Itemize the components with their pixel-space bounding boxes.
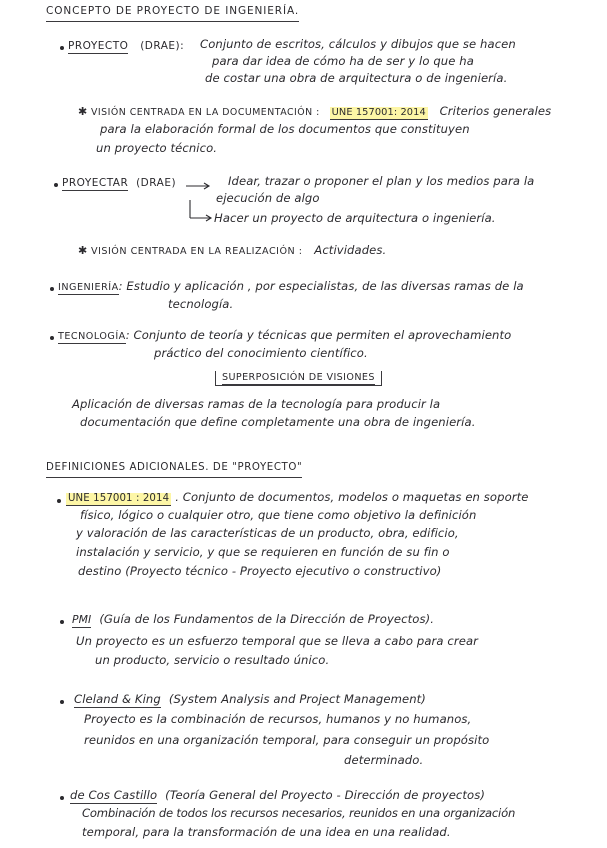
decos-line-3: temporal, para la transformación de una idea en una realidad. — [82, 825, 451, 839]
vision-doc-text-3: un proyecto técnico. — [96, 141, 218, 155]
proyectar-term: PROYECTAR — [62, 177, 129, 189]
asterisk-icon: ✱ — [78, 244, 88, 257]
vision-doc-label: VISIÓN CENTRADA EN LA DOCUMENTACIÓN : — [91, 107, 320, 118]
bullet-dot — [60, 700, 64, 704]
bullet-dot — [60, 46, 64, 50]
superposicion-text-1: Aplicación de diversas ramas de la tecnología para producir la — [72, 397, 441, 411]
une-heading — [66, 490, 529, 506]
pmi-line-3: un producto, servicio o resultado único. — [95, 653, 330, 667]
decos-heading — [70, 788, 485, 802]
ingenieria-term: INGENIERÍA — [58, 282, 119, 293]
une-line-3: y valoración de las características de un producto, obra, edificio, — [76, 526, 459, 540]
decos-term: de Cos Castillo — [70, 788, 158, 802]
cleland-line-2: Proyecto es la combinación de recursos, humanos y no humanos, — [84, 712, 472, 726]
vision-real-label: VISIÓN CENTRADA EN LA REALIZACIÓN : — [91, 246, 303, 257]
superposicion-text-2: documentación que define completamente una obra de ingeniería. — [80, 415, 476, 429]
definiciones-title: DEFINICIONES ADICIONALES. DE "PROYECTO" — [46, 461, 302, 478]
proyecto-definition-1: Conjunto de escritos, cálculos y dibujos que se hacen — [200, 37, 516, 51]
bullet-dot — [60, 796, 64, 800]
vision-doc-text-1: Criterios generales — [439, 104, 552, 118]
bullet-dot — [50, 287, 54, 291]
vision-real-text: Actividades. — [314, 243, 387, 257]
bullet-dot — [60, 620, 64, 624]
bullet-dot — [50, 336, 54, 340]
proyecto-source: (DRAE): — [140, 40, 185, 52]
superposicion-box — [215, 371, 382, 386]
une-term: UNE 157001 : 2014 — [68, 493, 170, 504]
ingenieria-line-1 — [58, 279, 524, 295]
asterisk-icon: ✱ — [78, 105, 88, 118]
proyectar-definition-3: Hacer un proyecto de arquitectura o ingeniería. — [214, 211, 496, 225]
proyecto-definition-2: para dar idea de cómo ha de ser y lo que ha — [212, 54, 474, 68]
une-line-5: destino (Proyecto técnico - Proyecto ejecutivo o constructivo) — [78, 564, 442, 578]
proyecto-definition-3: de costar una obra de arquitectura o de ingeniería. — [205, 71, 508, 85]
tecnologia-definition-1: : Conjunto de teoría y técnicas que permiten el aprovechamiento — [125, 328, 512, 342]
tecnologia-line-1 — [58, 328, 511, 344]
tecnologia-term: TECNOLOGÍA — [58, 331, 126, 342]
une-line-4: instalación y servicio, y que se requieren en función de su fin o — [76, 545, 450, 559]
vision-doc-norm: UNE 157001: 2014 — [331, 107, 426, 118]
decos-line-1: (Teoría General del Proyecto - Dirección de proyectos) — [165, 788, 486, 802]
tecnologia-definition-2: práctico del conocimiento científico. — [154, 346, 368, 360]
proyectar-definition-2: ejecución de algo — [216, 191, 320, 205]
bullet-dot — [54, 183, 58, 187]
bullet-dot — [57, 499, 61, 503]
cleland-line-3: reunidos en una organización temporal, para conseguir un propósito — [84, 733, 490, 747]
page-title: CONCEPTO DE PROYECTO DE INGENIERÍA. — [46, 4, 299, 22]
cleland-heading — [74, 692, 426, 706]
proyectar-heading — [62, 175, 176, 190]
une-line-1: . Conjunto de documentos, modelos o maquetas en soporte — [175, 490, 529, 504]
proyecto-heading — [68, 38, 184, 53]
proyectar-definition-1: Idear, trazar o proponer el plan y los medios para la — [228, 174, 535, 188]
proyectar-source: (DRAE) — [136, 177, 177, 189]
pmi-line-2: Un proyecto es un esfuerzo temporal que se lleva a cabo para crear — [76, 634, 479, 648]
cleland-term: Cleland & King — [74, 692, 161, 706]
proyecto-term: PROYECTO — [68, 40, 129, 52]
superposicion-label: SUPERPOSICIÓN DE VISIONES — [222, 372, 375, 383]
une-line-2: físico, lógico o cualquier otro, que tiene como objetivo la definición — [80, 508, 477, 522]
vision-doc-heading — [91, 104, 551, 120]
vision-real-heading — [91, 243, 386, 259]
pmi-heading — [72, 612, 434, 627]
cleland-line-1: (System Analysis and Project Management) — [168, 692, 426, 706]
ingenieria-definition-2: tecnología. — [168, 297, 234, 311]
cleland-line-4: determinado. — [344, 753, 424, 767]
decos-line-2: Combinación de todos los recursos necesarios, reunidos en una organización — [82, 806, 516, 820]
vision-doc-text-2: para la elaboración formal de los documentos que constituyen — [100, 122, 470, 136]
pmi-line-1: (Guía de los Fundamentos de la Dirección de Proyectos). — [99, 612, 435, 626]
pmi-term: PMI — [72, 613, 92, 626]
ingenieria-definition-1: : Estudio y aplicación , por especialistas, de las diversas ramas de la — [118, 279, 524, 293]
